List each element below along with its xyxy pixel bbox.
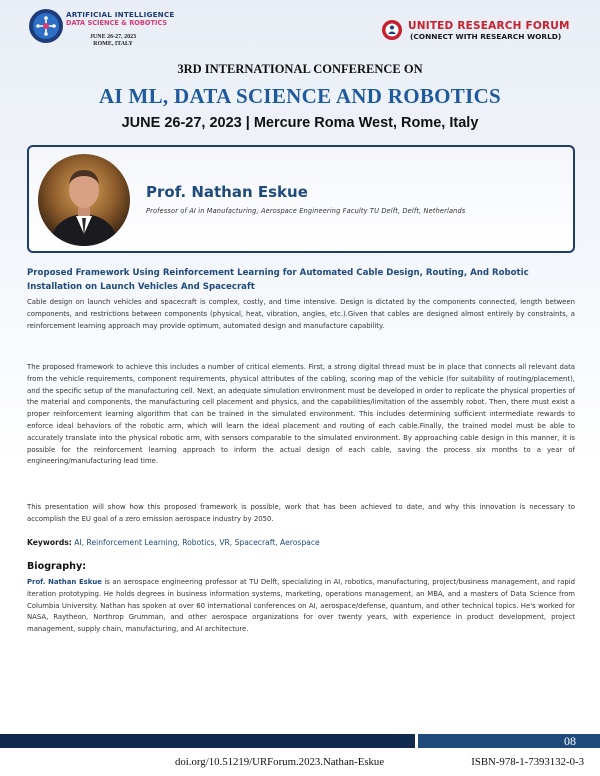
urf-logo (380, 18, 580, 48)
conf-logo-date: JUNE 26-27, 2023 (89, 34, 137, 40)
conf-logo-place: ROME, ITALY (93, 41, 133, 47)
speaker-photo (38, 154, 130, 246)
conf-logo-meta (58, 34, 168, 48)
speaker-name: Prof. Nathan Eskue (146, 183, 308, 201)
biography-heading: Biography: (27, 561, 87, 572)
conference-date-venue: JUNE 26-27, 2023 | Mercure Roma West, Rome, Italy (121, 115, 479, 131)
globe-people-icon (380, 18, 404, 42)
page-number: 08 (564, 734, 576, 748)
speaker-affiliation: Professor of AI in Manufacturing, Aerospace Engineering Faculty TU Delft, Delft, Netherlands (146, 207, 466, 215)
keywords-label: Keywords: (27, 538, 72, 547)
doi-link[interactable]: doi.org/10.51219/URForum.2023.Nathan-Eskue (175, 756, 385, 768)
keywords (27, 538, 575, 547)
abstract-paragraph-3: This presentation will show how this proposed framework is possible, work that has been achieved to date, and why this innovation is necessary to accomplish the EU goal of a zero emission aerospace industry by 2050. (27, 503, 575, 523)
conf-logo-line1: ARTIFICIAL INTELLIGENCE (66, 10, 175, 19)
footer-bar-dark (0, 734, 415, 748)
paper-title: Proposed Framework Using Reinforcement Learning for Automated Cable Design, Routing, And Robotic Installation on Launch Vehicles And Spacecraft (27, 268, 529, 292)
conference-series: 3RD INTERNATIONAL CONFERENCE ON (177, 62, 423, 76)
abstract-paragraph-1: Cable design on launch vehicles and spacecraft is complex, costly, and time intensive. Design is dictated by the components connected, length between components, and restrictions between components (physical, heat, vibration, angles, etc.).Given that cables are designed almost entirely by constraints, a reinforcement learning approach may provide optimum, automated design and manufacture capability. (27, 298, 575, 330)
footer-bar (0, 734, 600, 748)
urf-name: UNITED RESEARCH FORUM (408, 20, 570, 32)
biography-text (27, 577, 575, 636)
urf-tagline: (CONNECT WITH RESEARCH WORLD) (410, 32, 562, 41)
portrait-image (38, 154, 130, 246)
biography-body: is an aerospace engineering professor at TU Delft, specializing in AI, robotics, manufacturing, project/business management, and rapid iteration prototyping. He holds degrees in business information systems, marketing, operations management, an MBA, and a masters of Data Science from Columbia University. Nathan has spoken at over 60 international conferences on AI, aerospace/defense, quantum, and other technical topics. He's worked for NASA, Raytheon, Northrop Grumman, and other aerospace organizations for over twenty years, with experience in product development, project management, supply chain, manufacturing, and AI architecture. (27, 578, 575, 634)
keywords-list: AI, Reinforcement Learning, Robotics, VR, Spacecraft, Aerospace (74, 538, 320, 547)
abstract-paragraph-2: The proposed framework to achieve this includes a number of critical elements. First, a strong digital thread must be in place that connects all relevant data from the vehicle requirements, component requirements, physical attributes of the cabling, scoring map of the vehicle (for suitability of routing/placement), and the specific setup of the manufacturing cell. Next, an adequate simulation environment must be developed in order to replicate the physical properties of the material and components, the manufacturing cell placement and physics, and the capabilities/limitation of the assembly robot. Then, there must exist a proper reinforcement learning algorithm that can be trained in the simulated environment. This includes determining sufficient intermediate rewards to enforce ideal behaviors of the robotic arm, which will learn the ideal placement and routing of each cable.Finally, the trained model must be able to accurately translate into the physical robotic arm, with sensors comparable to the simulated environment. By approaching cable design in this manner, it is possible for the reinforcement learning approach to inform the actual design of each cable, saving the process six months to a year of engineering/manufacturing lead time. (27, 363, 575, 466)
conference-title: AI ML, DATA SCIENCE AND ROBOTICS (98, 84, 502, 108)
biography-speaker-name: Prof. Nathan Eskue (27, 578, 102, 586)
footer-bar-light (418, 734, 600, 748)
conf-logo-line2: DATA SCIENCE & ROBOTICS (66, 19, 168, 27)
isbn: ISBN-978-1-7393132-0-3 (471, 756, 584, 768)
